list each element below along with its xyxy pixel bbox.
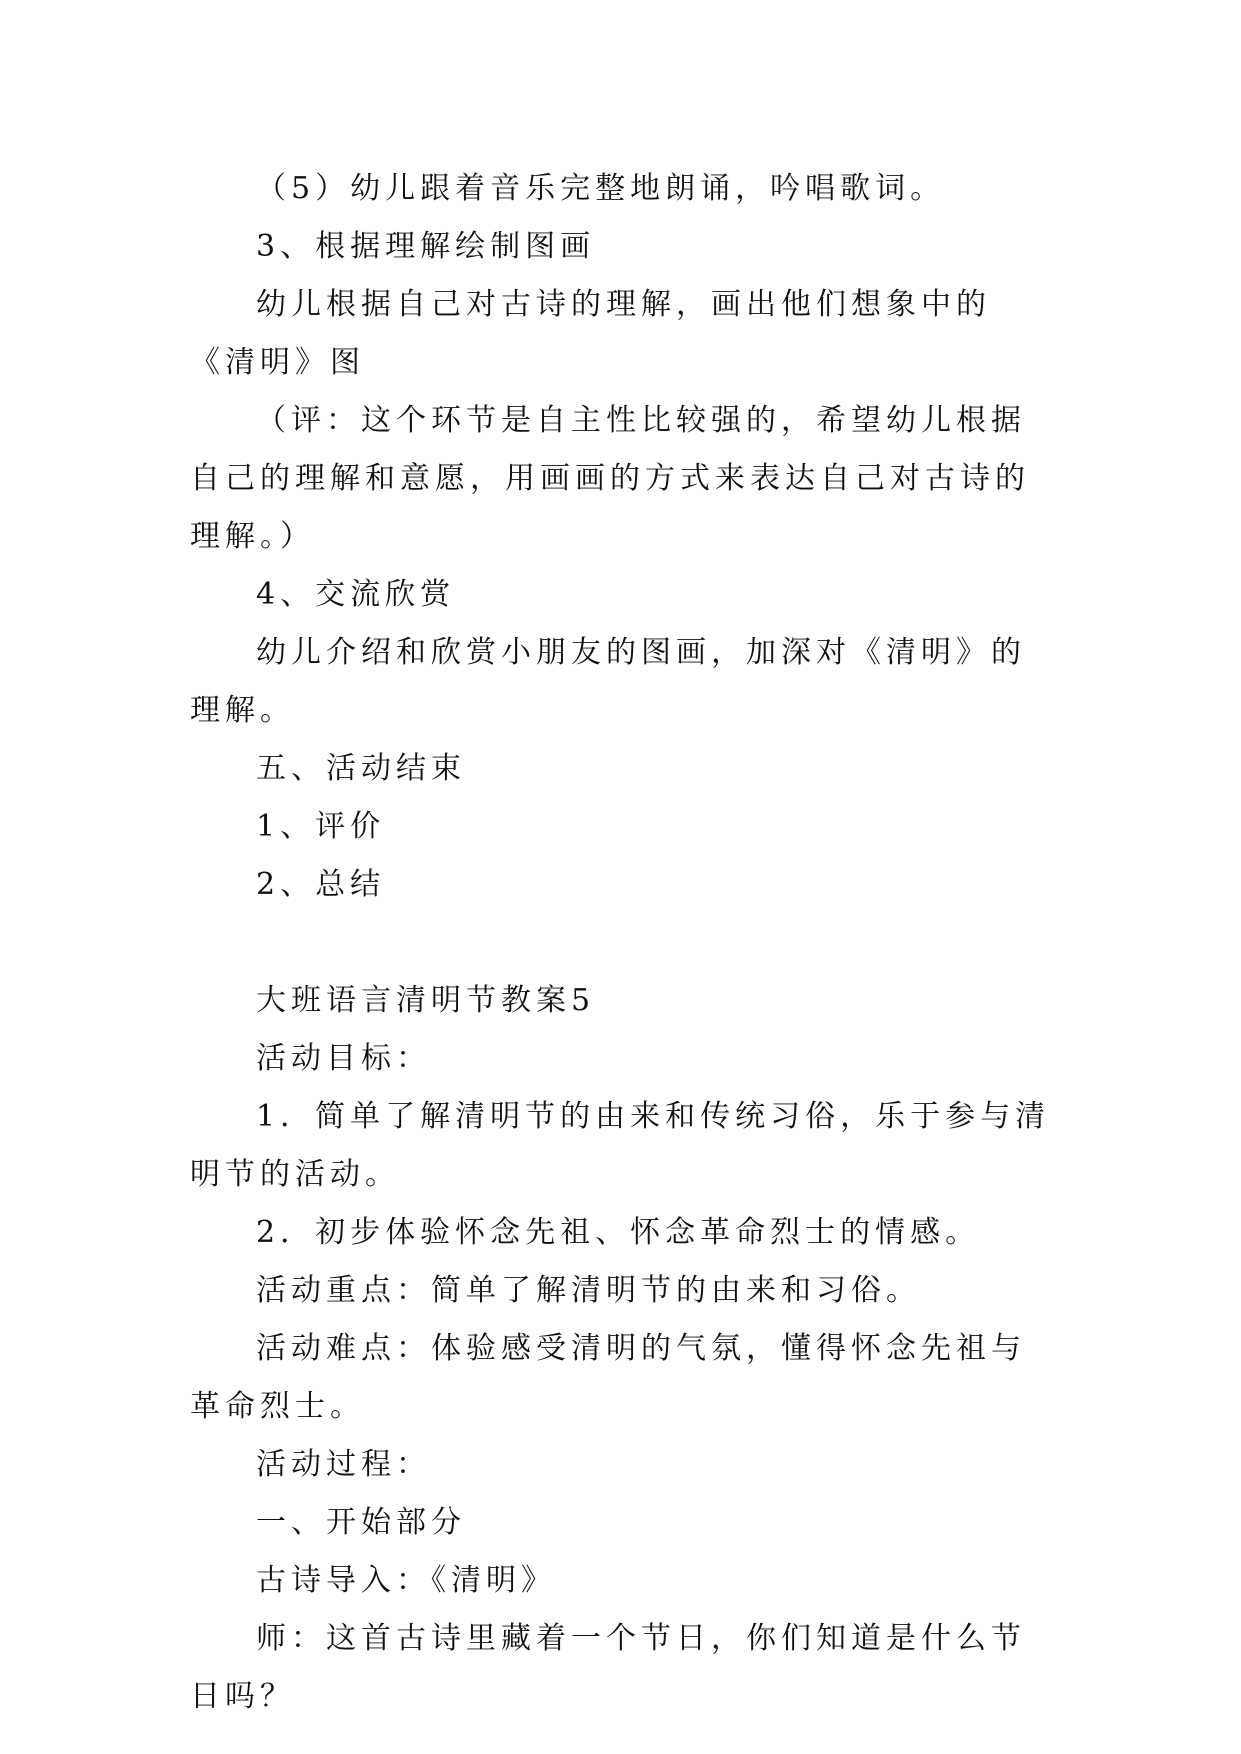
paragraph: 活动难点：体验感受清明的气氛，懂得怀念先祖与革命烈士。 [190, 1331, 1026, 1424]
list-item: 2、总结 [256, 867, 386, 902]
blank-line [190, 914, 1060, 972]
list-item: 1、评价 [256, 809, 386, 844]
section-heading: 一、开始部分 [256, 1505, 466, 1540]
comment-paragraph: （评：这个环节是自主性比较强的，希望幼儿根据自己的理解和意愿，用画画的方式来表达自己对古诗的理解。） [190, 403, 1030, 554]
section-heading: 活动过程： [256, 1447, 431, 1482]
paragraph: 活动重点：简单了解清明节的由来和习俗。 [256, 1273, 921, 1308]
section-heading: 五、活动结束 [256, 751, 466, 786]
paragraph: （5）幼儿跟着音乐完整地朗诵，吟唱歌词。 [256, 171, 946, 206]
section-heading: 4、交流欣赏 [256, 577, 456, 612]
paragraph: 师：这首古诗里藏着一个节日，你们知道是什么节日吗？ [190, 1621, 1026, 1714]
list-item: 1．简单了解清明节的由来和传统习俗，乐于参与清明节的活动。 [190, 1099, 1051, 1192]
paragraph: 幼儿根据自己对古诗的理解，画出他们想象中的《清明》图 [190, 287, 991, 380]
section-heading: 3、根据理解绘制图画 [256, 229, 596, 264]
paragraph: 幼儿介绍和欣赏小朋友的图画，加深对《清明》的理解。 [190, 635, 1026, 728]
section-heading: 活动目标： [256, 1041, 431, 1076]
document-title: 大班语言清明节教案5 [256, 983, 596, 1018]
list-item: 2．初步体验怀念先祖、怀念革命烈士的情感。 [256, 1215, 981, 1250]
paragraph: 古诗导入：《清明》 [256, 1563, 556, 1598]
document-body [190, 160, 1060, 1726]
